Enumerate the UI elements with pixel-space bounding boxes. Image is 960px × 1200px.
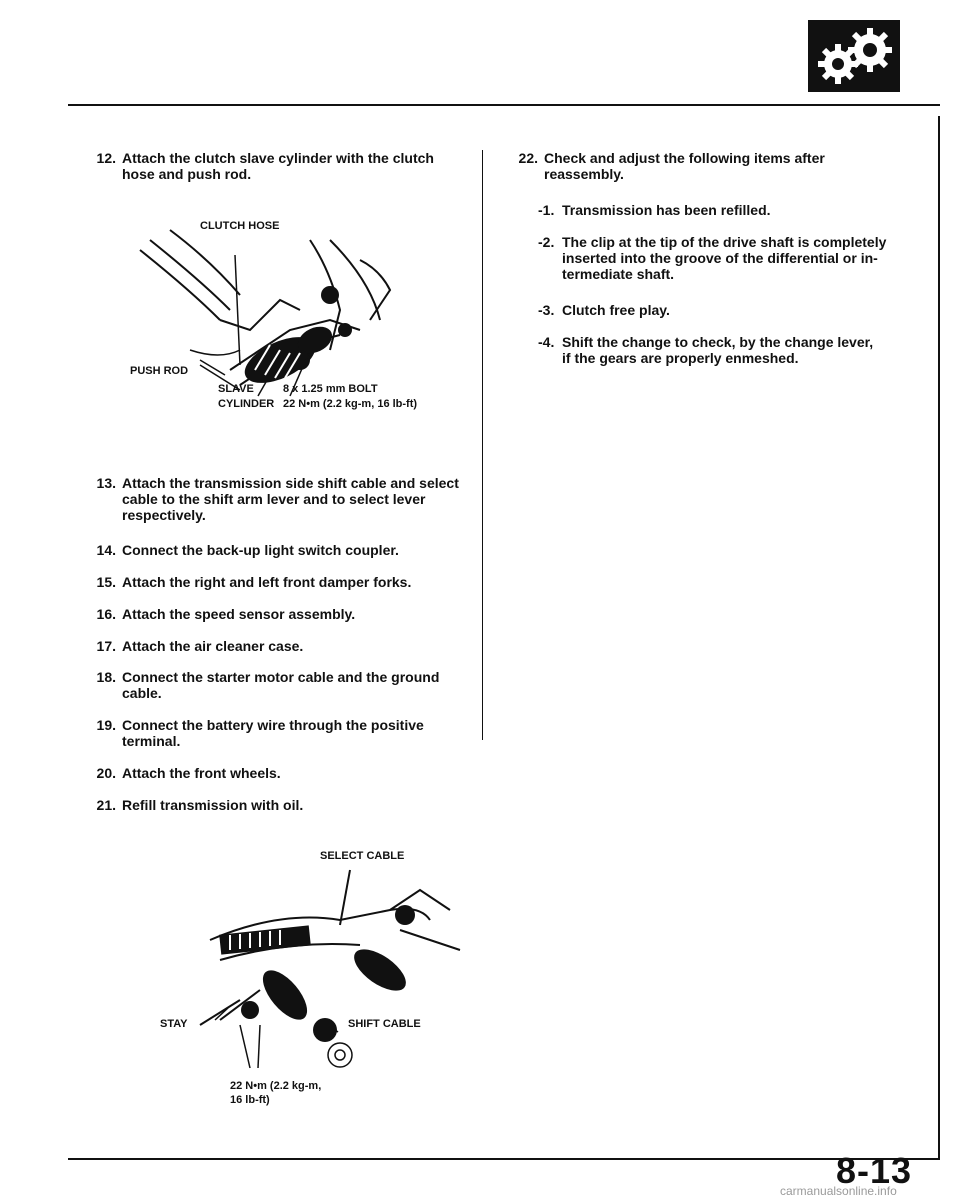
- clutch-slave-cylinder-illustration: [130, 210, 470, 450]
- step-18: [76, 669, 476, 703]
- step-number: 20.: [96, 765, 116, 781]
- check-item-text: termediate shaft.: [562, 266, 675, 282]
- step-text-line: respectively.: [122, 507, 206, 523]
- step-12: [76, 150, 476, 184]
- right-rule: [938, 116, 940, 1160]
- step-number: 19.: [96, 717, 116, 733]
- step-text-line: Check and adjust the following items after: [544, 150, 825, 166]
- step-number: 17.: [96, 638, 116, 654]
- check-item-text: Clutch free play.: [562, 302, 670, 318]
- step-number: 16.: [96, 606, 116, 622]
- stay-torque-line1: 22 N•m (2.2 kg-m,: [230, 1080, 322, 1092]
- check-item-text: The clip at the tip of the drive shaft is completely: [562, 234, 887, 250]
- shift-cable-label: SHIFT CABLE: [348, 1018, 421, 1030]
- step-text-line: Connect the battery wire through the positive: [122, 717, 424, 733]
- check-item-number: -4.: [538, 334, 555, 350]
- step-20: [76, 765, 476, 783]
- step-17: [76, 638, 476, 656]
- step-text-line: Attach the right and left front damper forks.: [122, 574, 412, 590]
- step-text-line: reassembly.: [544, 166, 624, 182]
- step-text-line: terminal.: [122, 733, 181, 749]
- bottom-rule: [68, 1158, 940, 1160]
- step-13: [76, 475, 476, 525]
- check-item-number: -1.: [538, 202, 555, 218]
- step-text-line: cable.: [122, 685, 162, 701]
- check-item-3: [538, 302, 938, 320]
- check-item-text: Shift the change to check, by the change lever,: [562, 334, 874, 350]
- step-text-line: Attach the transmission side shift cable and select: [122, 475, 459, 491]
- step-number: 18.: [96, 669, 116, 685]
- step-number: 15.: [96, 574, 116, 590]
- step-text-line: Attach the front wheels.: [122, 765, 281, 781]
- step-number: 22.: [518, 150, 538, 166]
- step-text-line: Connect the back-up light switch coupler.: [122, 542, 399, 558]
- check-item-4: [538, 334, 938, 368]
- shift-select-cable-illustration: [160, 850, 480, 1110]
- step-16: [76, 606, 476, 624]
- check-item-number: -3.: [538, 302, 555, 318]
- step-number: 21.: [96, 797, 116, 813]
- bolt-spec-label: 8 x 1.25 mm BOLT: [283, 383, 378, 395]
- check-item-1: [538, 202, 938, 220]
- slave-label: SLAVE: [218, 383, 254, 395]
- step-19: [76, 717, 476, 751]
- step-text-line: Attach the speed sensor assembly.: [122, 606, 356, 622]
- step-number: 12.: [96, 150, 116, 166]
- stay-torque-line2: 16 lb-ft): [230, 1094, 270, 1106]
- clutch-slave-cylinder-figure: [130, 210, 470, 450]
- column-divider: [482, 150, 483, 740]
- check-item-text: if the gears are properly enmeshed.: [562, 350, 799, 366]
- push-rod-label: PUSH ROD: [130, 365, 189, 377]
- step-text-line: Connect the starter motor cable and the ground: [122, 669, 440, 685]
- page-number: 8-13: [836, 1150, 913, 1191]
- step-text-line: Attach the air cleaner case.: [122, 638, 304, 654]
- step-text-line: cable to the shift arm lever and to select lever: [122, 491, 426, 507]
- bolt-torque-label: 22 N•m (2.2 kg-m, 16 lb-ft): [283, 398, 418, 410]
- check-item-2: [538, 234, 938, 284]
- step-text-line: Attach the clutch slave cylinder with the clutch: [122, 150, 434, 166]
- cylinder-label: CYLINDER: [218, 398, 275, 410]
- step-number: 13.: [96, 475, 116, 491]
- step-text-line: Refill transmission with oil.: [122, 797, 304, 813]
- check-item-number: -2.: [538, 234, 555, 250]
- step-21: [76, 797, 476, 815]
- footer-watermark: carmanualsonline.info: [780, 1184, 897, 1198]
- step-text-line: hose and push rod.: [122, 166, 252, 182]
- check-item-text: Transmission has been refilled.: [562, 202, 771, 218]
- step-15: [76, 574, 476, 592]
- stay-label: STAY: [160, 1018, 188, 1030]
- step-number: 14.: [96, 542, 116, 558]
- clutch-hose-label: CLUTCH HOSE: [200, 220, 280, 232]
- shift-select-cable-figure: [160, 850, 480, 1110]
- step-14: [76, 542, 476, 560]
- check-item-text: inserted into the groove of the differential or in-: [562, 250, 878, 266]
- step-22: [506, 150, 926, 184]
- top-rule: [68, 104, 940, 106]
- select-cable-label: SELECT CABLE: [320, 850, 405, 862]
- transmission-gears-icon: [808, 20, 900, 92]
